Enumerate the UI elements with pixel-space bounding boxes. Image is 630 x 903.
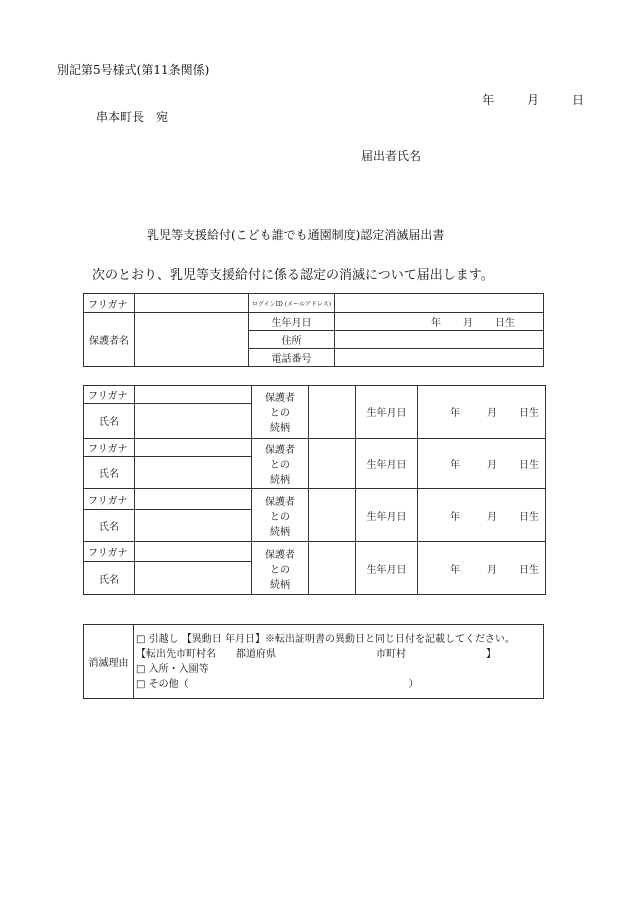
- guardian-birth-label: 生年月日: [249, 313, 335, 331]
- child-birth-label: 生年月日: [356, 542, 418, 595]
- date-month-label: 月: [527, 93, 540, 107]
- applicant-name-label: 届出者氏名: [361, 149, 422, 163]
- reason-move-option[interactable]: □ 引越し 【異動日 年月日】※転出証明書の異動日と同じ日付を記載してください。: [136, 633, 515, 645]
- form-number: 別記第5号様式(第11条関係): [57, 63, 210, 77]
- child-birth-month-label: 月: [487, 408, 497, 420]
- child-birth-label: 生年月日: [356, 489, 418, 542]
- guardian-birth-field[interactable]: [335, 313, 544, 331]
- child-birth-year-label: 年: [450, 511, 460, 523]
- date-year-label: 年: [482, 93, 495, 107]
- child-relation-field[interactable]: [309, 386, 356, 439]
- child-furigana-label: フリガナ: [84, 386, 135, 404]
- guardian-name-field[interactable]: [135, 313, 249, 367]
- birth-year-label: 年: [431, 318, 441, 329]
- child-birth-year-label: 年: [450, 408, 460, 420]
- child-furigana-label: フリガナ: [84, 489, 135, 509]
- reason-table: [83, 624, 544, 699]
- child-name-label: 氏名: [84, 562, 135, 595]
- children-table: [83, 385, 546, 595]
- child-furigana-field[interactable]: [135, 542, 252, 562]
- page-title: 乳児等支援給付(こども誰でも通園制度)認定消滅届出書: [147, 228, 445, 242]
- reason-options: [134, 625, 544, 699]
- child-furigana-field[interactable]: [135, 438, 252, 456]
- child-furigana-field[interactable]: [135, 489, 252, 509]
- child-furigana-label: フリガナ: [84, 542, 135, 562]
- child-birth-day-label: 日生: [519, 460, 539, 472]
- child-birth-day-label: 日生: [519, 408, 539, 420]
- child-birth-day-label: 日生: [519, 511, 539, 523]
- child-birth-month-label: 月: [487, 511, 497, 523]
- child-name-field[interactable]: [135, 509, 252, 541]
- child-relation-label: 保護者 との 続柄: [252, 386, 309, 439]
- reason-other-option[interactable]: □ その他（ ）: [136, 678, 419, 690]
- addressee: 串本町長 宛: [96, 110, 169, 124]
- guardian-address-label: 住所: [249, 331, 335, 349]
- child-name-field[interactable]: [135, 562, 252, 595]
- child-furigana-field[interactable]: [135, 386, 252, 404]
- child-name-label: 氏名: [84, 456, 135, 488]
- guardian-table: [83, 293, 544, 367]
- child-name-label: 氏名: [84, 509, 135, 541]
- child-birth-month-label: 月: [487, 564, 497, 576]
- child-relation-field[interactable]: [309, 489, 356, 542]
- reason-admission-option[interactable]: □ 入所・入園等: [136, 663, 209, 675]
- child-relation-field[interactable]: [309, 438, 356, 489]
- child-relation-label: 保護者 との 続柄: [252, 489, 309, 542]
- child-name-field[interactable]: [135, 456, 252, 488]
- child-name-field[interactable]: [135, 404, 252, 438]
- child-birth-field[interactable]: [418, 489, 546, 542]
- child-birth-month-label: 月: [487, 460, 497, 472]
- child-relation-label: 保護者 との 続柄: [252, 438, 309, 489]
- reason-move-destination[interactable]: 【転出先市町村名 都道府県 市町村 】: [136, 648, 496, 660]
- child-birth-field[interactable]: [418, 386, 546, 439]
- child-birth-label: 生年月日: [356, 386, 418, 439]
- child-name-label: 氏名: [84, 404, 135, 438]
- child-birth-field[interactable]: [418, 438, 546, 489]
- guardian-phone-field[interactable]: [335, 349, 544, 367]
- child-relation-field[interactable]: [309, 542, 356, 595]
- child-birth-field[interactable]: [418, 542, 546, 595]
- child-birth-year-label: 年: [450, 460, 460, 472]
- guardian-furigana-label: フリガナ: [84, 294, 135, 313]
- guardian-address-field[interactable]: [335, 331, 544, 349]
- guardian-name-label: 保護者名: [84, 313, 135, 367]
- reason-label: 消滅理由: [84, 625, 134, 699]
- guardian-phone-label: 電話番号: [249, 349, 335, 367]
- login-id-field[interactable]: [335, 294, 544, 313]
- child-relation-label: 保護者 との 続柄: [252, 542, 309, 595]
- child-birth-label: 生年月日: [356, 438, 418, 489]
- child-birth-day-label: 日生: [519, 564, 539, 576]
- birth-month-label: 月: [463, 318, 473, 329]
- child-birth-year-label: 年: [450, 564, 460, 576]
- intro-text: 次のとおり、乳児等支援給付に係る認定の消滅について届出します。: [92, 268, 494, 283]
- guardian-furigana-field[interactable]: [135, 294, 249, 313]
- child-furigana-label: フリガナ: [84, 438, 135, 456]
- date-day-label: 日: [572, 93, 585, 107]
- birth-day-label: 日生: [495, 318, 515, 329]
- login-id-label: ログインID (メールアドレス): [249, 294, 335, 313]
